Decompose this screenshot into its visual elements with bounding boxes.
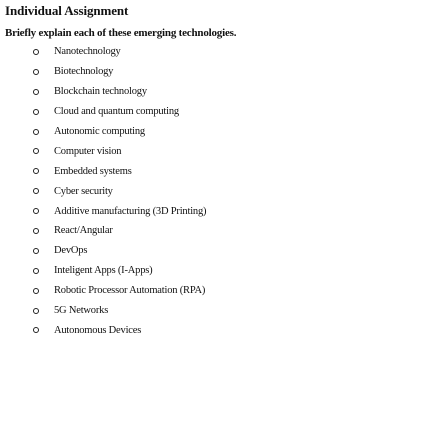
hollow-bullet-icon [33, 148, 39, 154]
list-item [33, 122, 206, 142]
hollow-bullet-icon [33, 69, 39, 75]
hollow-bullet-icon [33, 49, 39, 55]
list-item-label: Nanotechnology [54, 46, 121, 58]
list-item-label: Cloud and quantum computing [54, 106, 179, 118]
list-item [33, 261, 206, 281]
technology-list [33, 42, 206, 340]
list-item [33, 82, 206, 102]
hollow-bullet-icon [33, 129, 39, 135]
hollow-bullet-icon [33, 168, 39, 174]
list-item-label: Autonomous Devices [54, 324, 142, 336]
list-item [33, 221, 206, 241]
assignment-instruction: Briefly explain each of these emerging technologies. [5, 27, 237, 39]
list-item [33, 62, 206, 82]
list-item-label: Biotechnology [54, 66, 114, 78]
list-item-label: Cyber security [54, 185, 113, 197]
hollow-bullet-icon [33, 268, 39, 274]
list-item-label: Computer vision [54, 145, 122, 157]
list-item [33, 241, 206, 261]
assignment-heading: Individual Assignment [5, 3, 129, 18]
list-item-label: DevOps [54, 245, 88, 257]
hollow-bullet-icon [33, 308, 39, 314]
hollow-bullet-icon [33, 288, 39, 294]
hollow-bullet-icon [33, 89, 39, 95]
list-item [33, 42, 206, 62]
hollow-bullet-icon [33, 327, 39, 333]
list-item [33, 320, 206, 340]
list-item [33, 141, 206, 161]
list-item [33, 301, 206, 321]
list-item-label: 5G Networks [54, 305, 109, 317]
list-item [33, 281, 206, 301]
list-item-label: Autonomic computing [54, 126, 145, 137]
hollow-bullet-icon [33, 109, 39, 115]
hollow-bullet-icon [33, 248, 39, 254]
list-item-label: Blockchain technology [54, 86, 147, 98]
list-item-label: Inteligent Apps (I-Apps) [54, 265, 153, 277]
list-item-label: Embedded systems [54, 165, 132, 177]
list-item-label: Additive manufacturing (3D Printing) [54, 205, 207, 217]
list-item [33, 201, 206, 221]
list-item-label: Robotic Processor Automation (RPA) [54, 285, 206, 297]
list-item [33, 181, 206, 201]
list-item-label: React/Angular [54, 225, 113, 237]
list-item [33, 161, 206, 181]
hollow-bullet-icon [33, 228, 39, 234]
hollow-bullet-icon [33, 208, 39, 214]
list-item [33, 102, 206, 122]
hollow-bullet-icon [33, 188, 39, 194]
